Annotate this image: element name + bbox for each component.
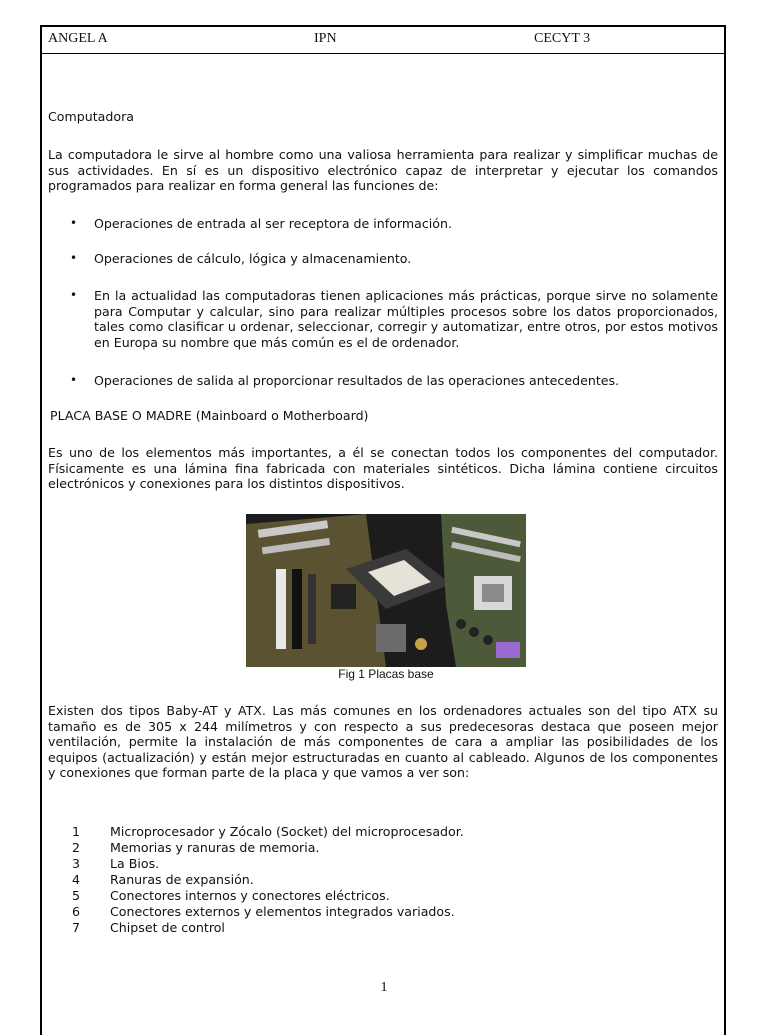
bullet-icon: • (70, 288, 78, 302)
list-item-text: Ranuras de expansión. (110, 872, 254, 887)
header-author: ANGEL A (48, 31, 108, 46)
motherboard-photo (246, 514, 526, 667)
intro-paragraph: La computadora le sirve al hombre como una valiosa herramienta para realizar y simplificar muchas de sus actividades. En sí es un dispositivo electrónico capaz de interpretar y ejecutar los comandos programados para realizar en forma general las funciones de: (48, 147, 718, 193)
motherboard-paragraph: Es uno de los elementos más importantes, a él se conectan todos los componentes del computador. Físicamente es una lámina fina fabricada con materiales sintéticos. Dicha lámina contiene circuitos electrónicos y conexiones para los distintos dispositivos. (48, 445, 718, 491)
list-item-number: 1 (72, 824, 81, 839)
section-title-computadora: Computadora (48, 109, 134, 124)
bullet-icon: • (70, 216, 78, 230)
list-item (48, 216, 718, 232)
list-item-text: Chipset de control (110, 920, 225, 935)
list-item-text: Operaciones de cálculo, lógica y almacenamiento. (94, 251, 412, 266)
list-item (48, 904, 718, 920)
motherboard-image (246, 514, 526, 667)
section-title-placa-base: PLACA BASE O MADRE (Mainboard o Motherboard) (50, 408, 369, 423)
bullet-icon: • (70, 251, 78, 265)
list-item (48, 872, 718, 888)
header-school: CECYT 3 (534, 31, 591, 46)
list-item (48, 373, 718, 389)
list-item (48, 251, 718, 267)
page-number: 1 (380, 980, 388, 995)
list-item-number: 2 (72, 840, 81, 855)
list-item-text: La Bios. (110, 856, 160, 871)
list-item (48, 888, 718, 904)
list-item (48, 824, 718, 840)
list-item-number: 5 (72, 888, 81, 903)
list-item-text: Operaciones de salida al proporcionar resultados de las operaciones antecedentes. (94, 373, 620, 388)
list-item (48, 288, 718, 350)
list-item-number: 7 (72, 920, 81, 935)
list-item (48, 840, 718, 856)
list-item-number: 3 (72, 856, 81, 871)
bullet-icon: • (70, 373, 78, 387)
list-item (48, 856, 718, 872)
list-item-text: Conectores externos y elementos integrados variados. (110, 904, 455, 919)
types-paragraph: Existen dos tipos Baby-AT y ATX. Las más comunes en los ordenadores actuales son del tipo ATX su tamaño es de 305 x 244 milímetros y con respecto a sus predecesoras destaca que poseen mejor ventilación, permite la instalación de más componentes de cara a ampliar las posibilidades de los equipos (actualización) y están mejor estructuradas en cuanto al cableado. Algunos de los componentes y conexiones que forman parte de la placa y que vamos a ver son: (48, 703, 718, 780)
list-item-text: En la actualidad las computadoras tienen aplicaciones más prácticas, porque sirve no solamente para Computar y calcular, sino para realizar múltiples procesos sobre los datos proporcionados, tales como clasificar u ordenar, seleccionar, corregir y automatizar, entre otros, por estos motivos en Europa su nombre que más común es el de ordenador. (94, 288, 718, 350)
list-item-number: 6 (72, 904, 81, 919)
page-header (42, 27, 724, 54)
page-frame (40, 25, 726, 1035)
figure-caption: Fig 1 Placas base (338, 667, 434, 681)
list-item-text: Memorias y ranuras de memoria. (110, 840, 320, 855)
list-item-number: 4 (72, 872, 81, 887)
list-item-text: Conectores internos y conectores eléctricos. (110, 888, 390, 903)
list-item-text: Microprocesador y Zócalo (Socket) del microprocesador. (110, 824, 464, 839)
header-institution: IPN (314, 31, 337, 46)
list-item-text: Operaciones de entrada al ser receptora de información. (94, 216, 452, 231)
list-item (48, 920, 718, 936)
